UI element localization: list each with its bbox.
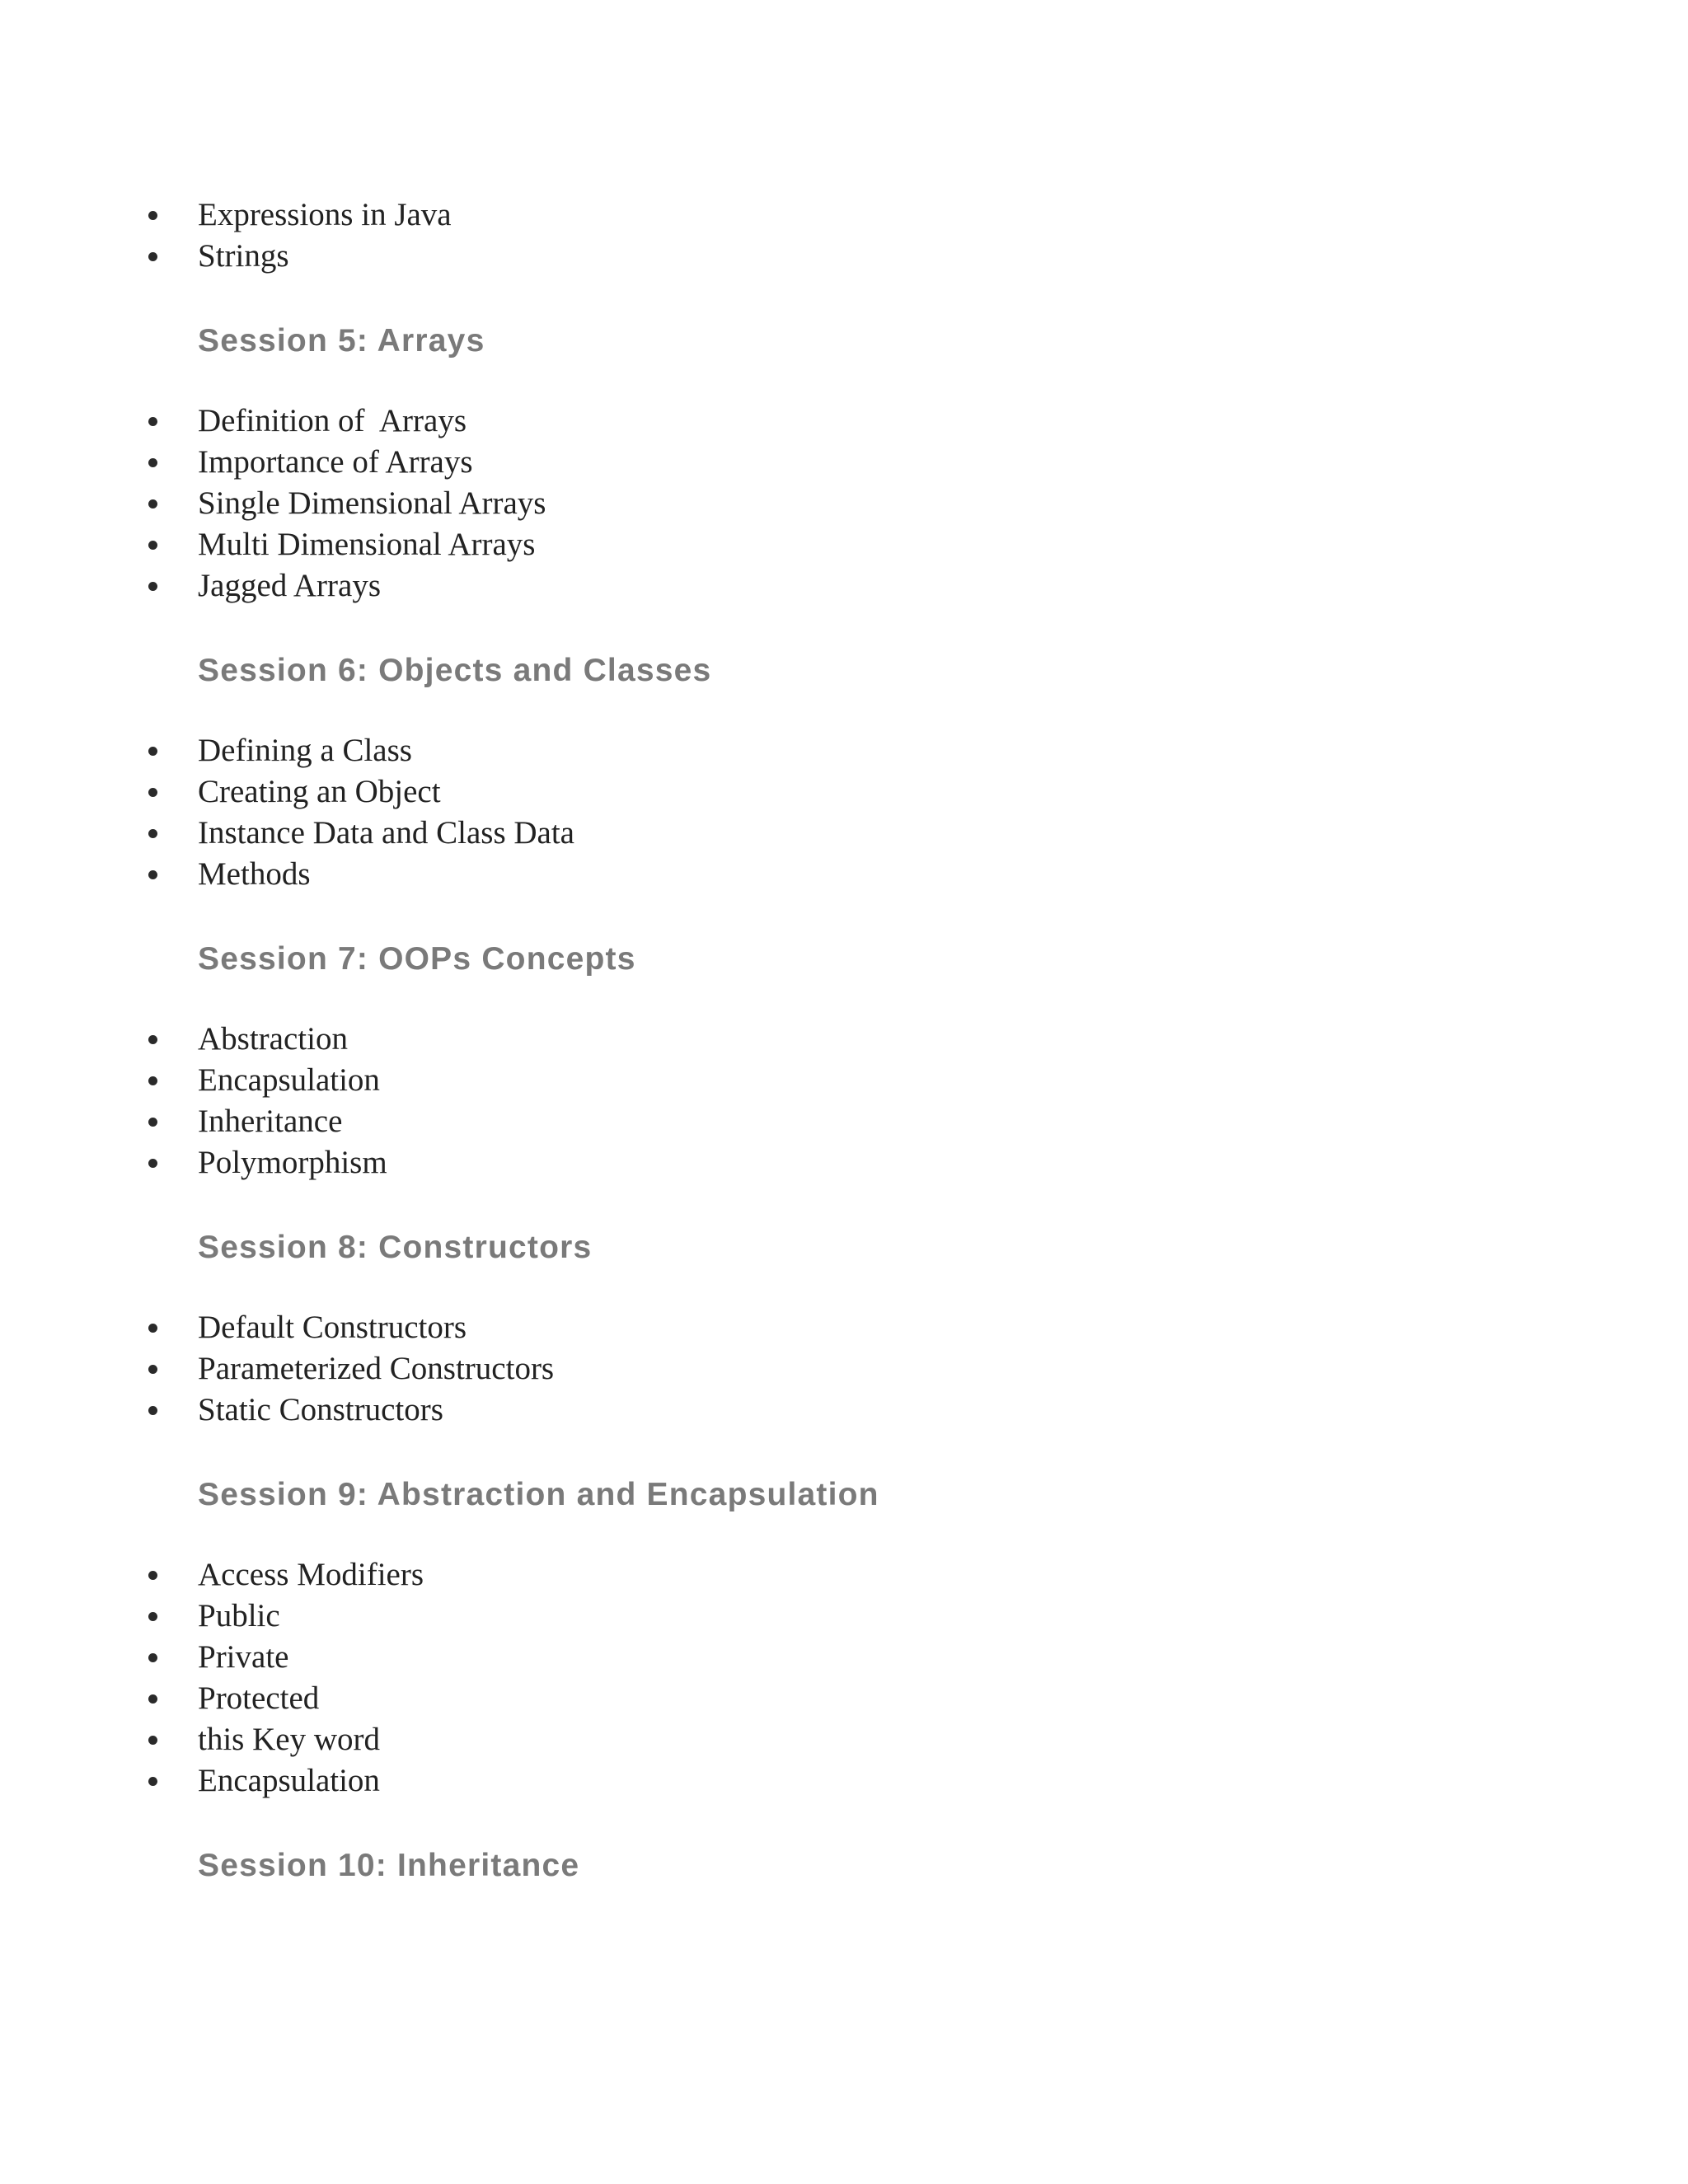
bullet-icon (148, 1694, 157, 1704)
document-content (0, 194, 1688, 1889)
session-9-section (0, 1431, 1688, 1802)
list-item-text: Methods (198, 856, 311, 892)
list-item-text: Abstraction (198, 1021, 348, 1057)
list-item-text: Polymorphism (198, 1145, 387, 1180)
list-item-text: Creating an Object (198, 774, 441, 809)
list-item (0, 771, 1688, 813)
session-heading: Session 8: Constructors (198, 1230, 593, 1265)
bullet-icon (148, 1324, 157, 1333)
session-8-list (0, 1307, 1688, 1431)
list-item (0, 401, 1688, 442)
bullet-icon (148, 829, 157, 838)
bullet-icon (148, 1777, 157, 1786)
list-item-text: Expressions in Java (198, 197, 452, 232)
list-item-text: Importance of Arrays (198, 444, 473, 480)
list-item (0, 813, 1688, 854)
bullet-icon (148, 788, 157, 797)
list-item (0, 1596, 1688, 1637)
session-6-section (0, 607, 1688, 895)
list-item (0, 1760, 1688, 1802)
bullet-icon (148, 1159, 157, 1168)
list-item (0, 1390, 1688, 1431)
list-item-text: Instance Data and Class Data (198, 815, 574, 851)
bullet-icon (148, 541, 157, 550)
list-item (0, 1019, 1688, 1060)
list-item-text: Protected (198, 1680, 320, 1716)
list-item (0, 236, 1688, 277)
list-item (0, 730, 1688, 771)
list-item (0, 1637, 1688, 1678)
list-item-text: Defining a Class (198, 733, 412, 768)
bullet-icon (148, 458, 157, 467)
bullet-icon (148, 1076, 157, 1085)
list-item-text: Single Dimensional Arrays (198, 485, 546, 521)
list-item (0, 1719, 1688, 1760)
list-item (0, 1348, 1688, 1390)
list-item (0, 1307, 1688, 1348)
bullet-icon (148, 1365, 157, 1374)
bullet-icon (148, 1406, 157, 1415)
list-item-text: Encapsulation (198, 1062, 380, 1098)
session-5-list (0, 401, 1688, 607)
list-item (0, 524, 1688, 565)
bullet-icon (148, 1653, 157, 1662)
bullet-icon (148, 252, 157, 261)
session-6-list (0, 730, 1688, 895)
session-heading: Session 6: Objects and Classes (198, 653, 712, 688)
session-9-list (0, 1554, 1688, 1802)
list-item-text: Default Constructors (198, 1310, 467, 1345)
bullet-icon (148, 1571, 157, 1580)
list-item-text: Access Modifiers (198, 1557, 424, 1592)
list-item-text: Encapsulation (198, 1763, 380, 1798)
list-item-text: Strings (198, 238, 289, 274)
list-item (0, 565, 1688, 607)
list-item (0, 194, 1688, 236)
list-item-text: Inheritance (198, 1104, 343, 1139)
list-item-text: Private (198, 1639, 289, 1675)
session-heading: Session 7: OOPs Concepts (198, 941, 636, 977)
list-item-text: Definition of Arrays (198, 403, 467, 438)
bullet-icon (148, 1736, 157, 1745)
list-item-text: Public (198, 1598, 280, 1633)
list-item-text: this Key word (198, 1722, 380, 1757)
session-10-section (0, 1802, 1688, 1889)
bullet-icon (148, 417, 157, 426)
list-item (0, 854, 1688, 895)
session-8-section (0, 1183, 1688, 1431)
bullet-icon (148, 1612, 157, 1621)
session-7-section (0, 895, 1688, 1183)
list-item-text: Multi Dimensional Arrays (198, 527, 536, 562)
session-5-section (0, 277, 1688, 607)
list-item-text: Parameterized Constructors (198, 1351, 555, 1386)
bullet-icon (148, 747, 157, 756)
bullet-icon (148, 499, 157, 509)
list-item (0, 1554, 1688, 1596)
bullet-icon (148, 582, 157, 591)
bullet-icon (148, 211, 157, 220)
bullet-icon (148, 870, 157, 879)
list-item (0, 442, 1688, 483)
bullet-icon (148, 1118, 157, 1127)
list-item (0, 1060, 1688, 1101)
list-item-text: Static Constructors (198, 1392, 443, 1427)
session-heading: Session 10: Inheritance (198, 1848, 580, 1883)
intro-list (0, 194, 1688, 277)
list-item-text: Jagged Arrays (198, 568, 382, 603)
list-item (0, 483, 1688, 524)
session-heading: Session 5: Arrays (198, 323, 485, 359)
list-item (0, 1101, 1688, 1142)
session-heading: Session 9: Abstraction and Encapsulation (198, 1477, 879, 1512)
list-item (0, 1142, 1688, 1183)
bullet-icon (148, 1035, 157, 1044)
session-7-list (0, 1019, 1688, 1183)
list-item (0, 1678, 1688, 1719)
